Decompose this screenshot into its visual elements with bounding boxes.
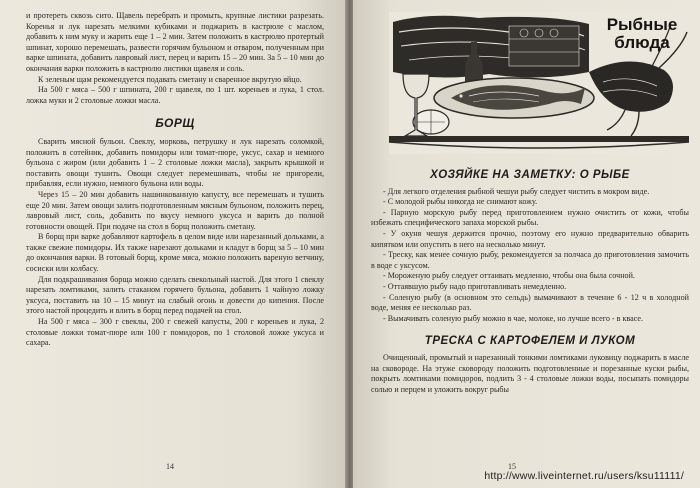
paragraph: и протереть сквозь сито. Щавель перебрать и промыть, крупные листики разрезать. Коренья и лук нарезать мелкими кубиками и поджарить в кастрюле с маслом, добавить к ним муку и жарить еще 1 – 2 мин. Затем положить в кастрюлю протертый шпинат, хорошо перемешать, развести горячим бульоном и отваром, полученным при варке шпината, добавить лавровый лист, перец и варить 15 – 20 мин. За 5 – 10 мин до окончания варки положить в кастрюлю листики щавеля и соль. bbox=[26, 11, 324, 73]
tip-item: - Треску, как менее сочную рыбу, рекомендуется за полчаса до приготовления замочить в воде с уксусом. bbox=[371, 250, 689, 270]
section-heading-fish-tips: ХОЗЯЙКЕ НА ЗАМЕТКУ: О РЫБЕ bbox=[430, 169, 630, 181]
chapter-title-line1: Рыбные bbox=[606, 15, 678, 34]
tip-item: - Вымачивать соленую рыбу можно в чае, молоке, но лучше всего - в квасе. bbox=[383, 313, 644, 323]
source-url-watermark: http://www.liveinternet.ru/users/ksu11111/ bbox=[484, 470, 684, 482]
left-page-text bbox=[26, 11, 324, 349]
left-page bbox=[0, 0, 347, 488]
tip-item: - У окуня чешуя держится прочно, поэтому его нужно предварительно обварить кипятком или опустить в него на несколько минут. bbox=[371, 228, 689, 249]
right-page-text bbox=[371, 170, 689, 395]
section-heading-cod-recipe: ТРЕСКА С КАРТОФЕЛЕМ И ЛУКОМ bbox=[424, 335, 636, 348]
section-heading-borsch: БОРЩ bbox=[155, 116, 195, 131]
paragraph: На 500 г мяса – 500 г шпината, 200 г щавеля, по 1 шт. кореньев и лука, 1 стол. ложка муки и 2 столовые ложки масла. bbox=[26, 85, 324, 105]
recipe-paragraph: Очищенный, промытый и нарезанный тонкими ломтиками луковицу поджарить в масле на сковороде. На этуже сковороду положить подготовленные и порезанные куски рыбы, покрыть ломтиками помидоров, подлить 3 - 4 столовые ложки воды, посыпать помидоры солью и перцем и уложить вокруг рыбы bbox=[371, 352, 689, 394]
chapter-title bbox=[596, 16, 688, 52]
right-page bbox=[353, 0, 700, 488]
paragraph: На 500 г мяса – 300 г свеклы, 200 г свежей капусты, 200 г кореньев и лука, 2 столовые ложки томат-пюре или 100 г помидоров, по 1 столовой ложке уксуса и сахара. bbox=[26, 317, 324, 348]
page-number-right: 15 bbox=[508, 462, 516, 471]
paragraph: К зеленым щам рекомендуется подавать сметану и сваренное вкрутую яйцо. bbox=[38, 74, 302, 84]
paragraph: Через 15 – 20 мин добавить нашинкованную капусту, все перемешать и тушить еще 20 мин. Затем овощи залить подготовленным мясным бульоном, положить перец, лавровый лист, соль, добавить по вкусу немного уксуса и варить до полной готовности овощей. При подаче на стол в борщ положить сметану. bbox=[26, 189, 324, 231]
paragraph: В борщ при варке добавляют картофель в целом виде или нарезанный дольками, а также свежие помидоры. Их также нарезают дольками и кладут в борщ за 5 – 10 мин до окончания варки. В готовый борщ, кроме мяса, можно положить вареную ветчину, сосиски или колбасу. bbox=[26, 232, 324, 274]
chapter-title-line2: блюда bbox=[614, 33, 670, 52]
tip-item: - Оттаявшую рыбу надо приготавливать немедленно. bbox=[383, 281, 567, 291]
paragraph: Сварить мясной бульон. Свеклу, морковь, петрушку и лук нарезать соломкой, положить в сотейник, добавить помидоры или томат-пюре, уксус, сахар и немного бульона с жиром (или добавить 1 – 2 столовые ложки масла), закрыть крышкой и поставить овощи тушить. Овощи следует перемешивать, чтобы не пригорели, прибавляя, если нужно, немного бульона или воды. bbox=[26, 136, 324, 189]
page-number-left: 14 bbox=[166, 462, 174, 471]
tip-item: - Соленую рыбу (в основном это сельдь) вымачивают в течение 6 - 12 ч в холодной воде, меняя ее несколько раз. bbox=[371, 292, 689, 313]
paragraph: Для подкрашивания борща можно сделать свекольный настой. Для этого 1 свеклу нарезать ломтиками, залить стаканом горячего бульона, добавить 1 чайную ложку уксуса, поставить на 10 – 15 минут на слабый огонь и довести до кипения. После этого настой процедить и влить в борщ перед подачей на стол. bbox=[26, 274, 324, 316]
tip-item: - Для легкого отделения рыбной чешуи рыбу следует чистить в мокром виде. bbox=[383, 186, 650, 196]
tip-item: - Мороженую рыбу следует оттаивать медленно, чтобы она была сочной. bbox=[383, 271, 635, 281]
tip-item: - С молодой рыбы никогда не снимают кожу. bbox=[383, 197, 538, 207]
tip-item: - Парную морскую рыбу перед приготовлением нужно очистить от кожи, чтобы избежать специфического запаха морской рыбы. bbox=[371, 207, 689, 228]
